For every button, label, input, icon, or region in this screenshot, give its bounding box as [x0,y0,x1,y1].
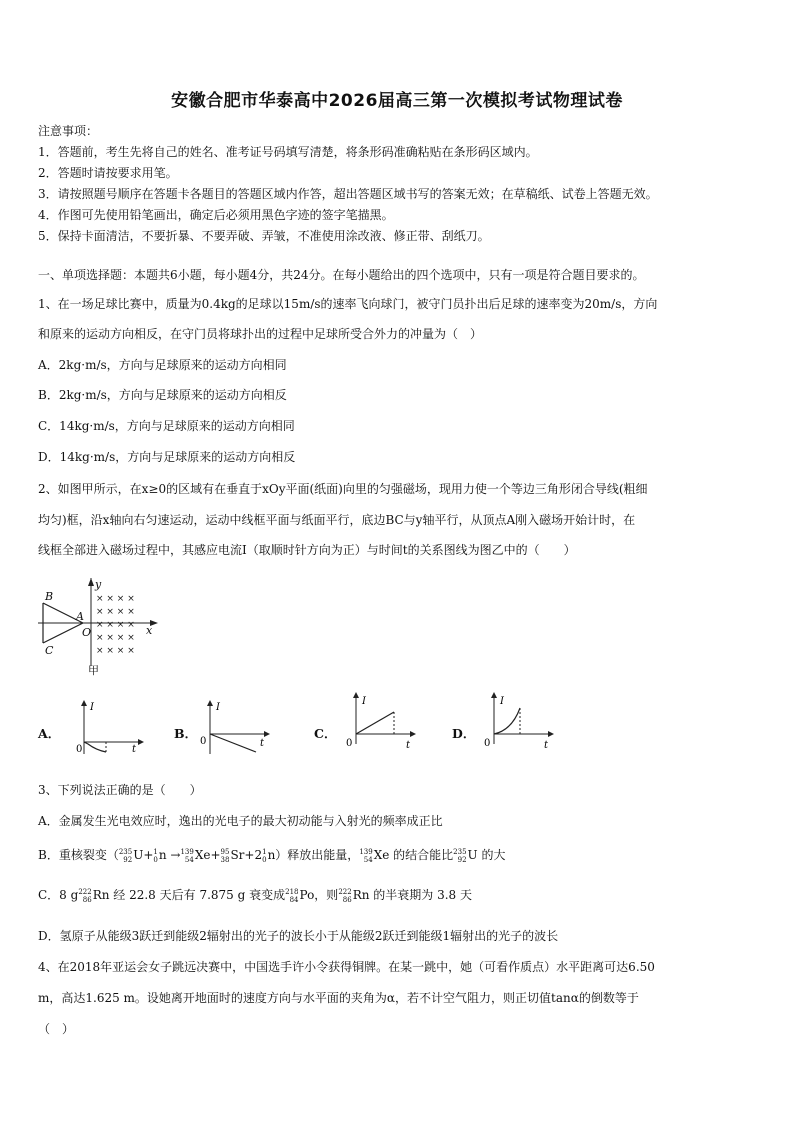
figure-caption: 甲 [88,664,99,677]
notice-item: 2．答题时请按要求用笔。 [38,166,178,180]
axis-zero: 0 [484,738,491,749]
graph-option-d-label: D． [452,726,476,741]
label-o: O [82,626,92,639]
svg-text:× × × ×: × × × × [96,620,135,630]
svg-text:× × × ×: × × × × [96,607,135,617]
graph-option-b [196,698,276,756]
axis-t: t [132,744,137,755]
notice-item: 3．请按照题号顺序在答题卡各题目的答题区域内作答，超出答题区域书写的答案无效；在草稿纸、试卷上答题无效。 [38,187,658,201]
axis-zero: 0 [346,738,353,749]
page-title: 安徽合肥市华泰高中2026届高三第一次模拟考试物理试卷 [171,91,623,111]
axis-i: I [90,702,94,713]
graph-option-b-label: B． [174,726,198,741]
axis-t: t [260,738,265,749]
question-2-stem: 2、如图甲所示，在x≥0的区域有在垂直于xOy平面(纸面)向里的匀强磁场，现用力使一个等边三角形闭合导线(粗细 [38,482,648,496]
q3-option-a: A．金属发生光电效应时，逸出的光电子的最大初动能与入射光的频率成正比 [38,814,443,828]
axis-zero: 0 [200,736,207,747]
q1-option-c: C．14kg·m/s，方向与足球原来的运动方向相同 [38,419,295,433]
question-3-stem: 3、下列说法正确的是（ ） [38,783,202,797]
question-4-stem-cont: m，高达1.625 m。设她离开地面时的速度方向与水平面的夹角为α，若不计空气阻力，则正切值tanα的倒数等于 [38,991,639,1005]
graph-option-d [480,692,560,750]
figure-jia [38,578,168,678]
notice-heading: 注意事项： [38,124,99,138]
graph-option-a [70,698,150,756]
graph-option-c-label: C． [314,726,337,741]
axis-t: t [406,740,411,750]
axis-i: I [500,696,504,707]
question-1-stem: 1、在一场足球比赛中，质量为0.4kg的足球以15m/s的速率飞向球门，被守门员扑出后足球的速率变为20m/s，方向 [38,297,658,311]
question-4-stem-cont: （ ） [38,1022,75,1036]
svg-text:× × × ×: × × × × [96,633,135,643]
axis-i: I [216,702,220,713]
label-y: y [95,578,102,591]
notice-item: 5．保持卡面清洁，不要折暴、不要弄破、弄皱，不准使用涂改液、修正带、刮纸刀。 [38,229,490,243]
axis-zero: 0 [76,744,83,755]
q1-option-d: D．14kg·m/s，方向与足球原来的运动方向相反 [38,450,296,464]
label-c: C [45,644,54,657]
question-2-stem-cont: 线框全部进入磁场过程中，其感应电流I（取顺时针方向为正）与时间t的关系图线为图乙中的（ ） [38,543,576,557]
svg-text:× × × ×: × × × × [96,594,135,604]
axis-t: t [544,740,549,750]
q1-option-a: A．2kg·m/s，方向与足球原来的运动方向相同 [38,358,287,372]
label-b: B [45,590,54,603]
notice-item: 1．答题前，考生先将自己的姓名、准考证号码填写清楚，将条形码准确粘贴在条形码区域内。 [38,145,538,159]
q3-option-c: C．8 g 222 86 Rn 经 22.8 天后有 7.875 g 衰变成 218 84 Po，则 222 86 Rn 的半衰期为 3.8 天 [38,887,472,904]
graph-option-c [342,692,422,750]
graph-option-a-label: A． [38,726,61,741]
svg-text:× × × ×: × × × × [96,646,135,656]
q1-option-b: B．2kg·m/s，方向与足球原来的运动方向相反 [38,388,287,402]
question-4-stem: 4、在2018年亚运会女子跳远决赛中，中国选手许小令获得铜牌。在某一跳中，她（可看作质点）水平距离可达6.50 [38,960,655,974]
section-heading: 一、单项选择题：本题共6小题，每小题4分，共24分。在每小题给出的四个选项中，只有一项是符合题目要求的。 [38,268,645,282]
label-x: x [146,624,153,637]
q3-option-d: D．氢原子从能级3跃迁到能级2辐射出的光子的波长小于从能级2跃迁到能级1辐射出的光子的波长 [38,929,559,943]
question-2-stem-cont: 均匀)框，沿x轴向右匀速运动，运动中线框平面与纸面平行，底边BC与y轴平行，从顶点A刚入磁场开始计时，在 [38,513,636,527]
label-a: A [76,610,84,623]
question-1-stem-cont: 和原来的运动方向相反，在守门员将球扑出的过程中足球所受合外力的冲量为（ ） [38,327,483,341]
q3-option-b: B．重核裂变（ 235 92 U+ 1 0 n → 139 54 Xe+ 95 38 Sr+2 1 0 n）释放出能量， 139 54 Xe 的结合能比 235 92 U 的大 [38,847,506,864]
axis-i: I [362,696,366,707]
notice-item: 4．作图可先使用铅笔画出，确定后必须用黑色字迹的签字笔描黑。 [38,208,394,222]
